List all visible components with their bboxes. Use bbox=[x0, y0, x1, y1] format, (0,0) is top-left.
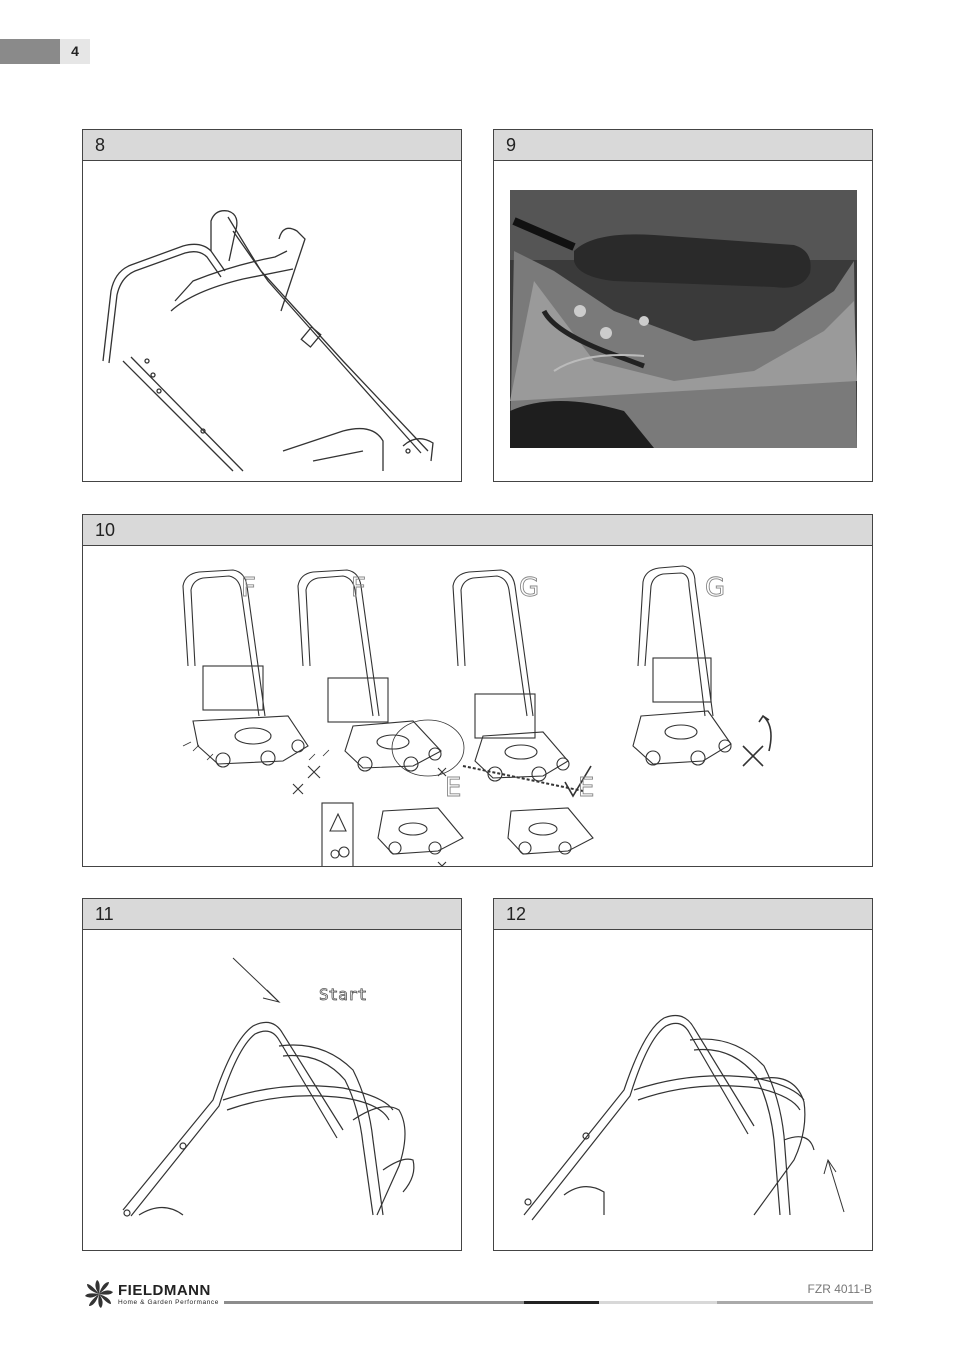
footer-rule-light bbox=[599, 1301, 717, 1304]
figure-10-number: 10 bbox=[83, 515, 872, 546]
figure-12-number: 12 bbox=[494, 899, 872, 930]
mower-deck-detail-2 bbox=[508, 808, 593, 866]
mower-deck-detail-1 bbox=[378, 808, 463, 866]
cable-adjustment-photo bbox=[494, 161, 872, 481]
figure-11-panel bbox=[82, 898, 462, 1251]
page-number: 4 bbox=[60, 39, 90, 64]
figure-9-number: 9 bbox=[494, 130, 872, 161]
figure-9-panel bbox=[493, 129, 873, 482]
figure-12-panel bbox=[493, 898, 873, 1251]
release-handle-drawing bbox=[494, 930, 872, 1250]
mower-illustration-3 bbox=[453, 570, 591, 796]
safety-symbol-box bbox=[322, 803, 353, 866]
height-letter-5: E bbox=[445, 773, 462, 803]
height-letter-4: G bbox=[705, 573, 726, 603]
footer-rule-grey bbox=[224, 1301, 524, 1304]
brand-name: FIELDMANN bbox=[118, 1282, 211, 1299]
handle-assembly-drawing bbox=[83, 161, 461, 481]
start-label: Start bbox=[319, 985, 368, 1004]
height-letter-3: G bbox=[519, 573, 540, 603]
mower-illustration-4 bbox=[633, 566, 771, 766]
height-letter-1: F bbox=[241, 573, 256, 603]
cutting-height-diagram bbox=[83, 546, 872, 866]
figure-11-number: 11 bbox=[83, 899, 461, 930]
footer-rule-mid bbox=[717, 1301, 873, 1304]
start-handle-drawing bbox=[83, 930, 461, 1250]
figure-8-panel bbox=[82, 129, 462, 482]
mower-illustration-2 bbox=[298, 570, 464, 776]
figure-8-number: 8 bbox=[83, 130, 461, 161]
model-number: FZR 4011-B bbox=[807, 1282, 872, 1296]
brand-tagline: Home & Garden Performance bbox=[118, 1299, 219, 1306]
height-letter-2: F bbox=[351, 573, 366, 603]
height-letter-6: E bbox=[578, 773, 595, 803]
figure-10-panel bbox=[82, 514, 873, 867]
page-tab bbox=[0, 39, 60, 64]
footer-rule-black bbox=[524, 1301, 599, 1304]
